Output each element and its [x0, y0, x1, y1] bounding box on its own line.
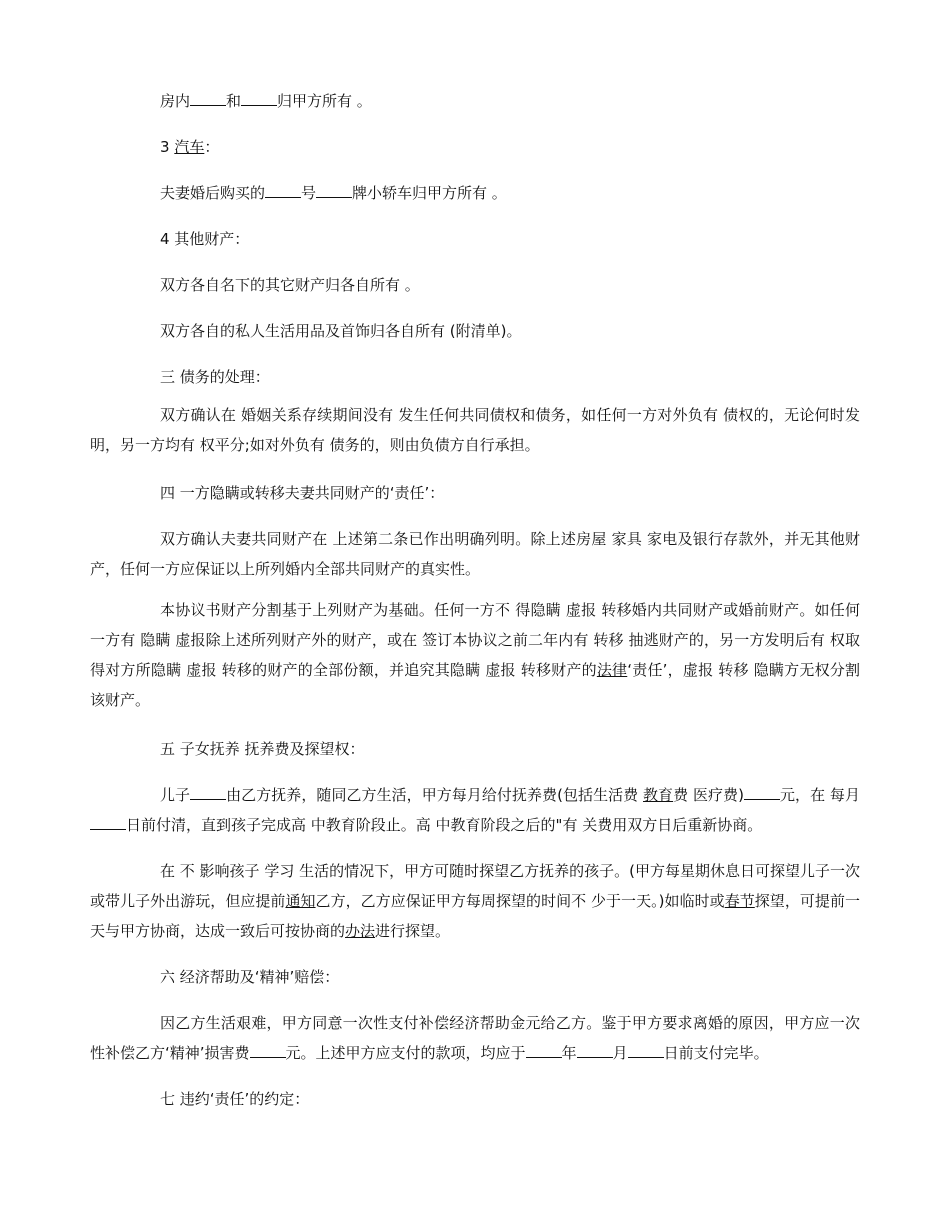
- text: 房内: [160, 92, 191, 110]
- text: 在 不 影响孩子 学习 生活的情况下，甲方可随时探望乙方抚养的孩子。(甲方每星期休息日可探望儿子一次或带儿子外出游玩，但应提前: [90, 862, 860, 910]
- blank-field: [526, 1041, 562, 1058]
- blank-field: [577, 1041, 613, 1058]
- text: 儿子: [160, 786, 191, 804]
- blank-field: [265, 181, 301, 198]
- blank-field: [250, 1041, 286, 1058]
- text: 日前付清，直到孩子完成高 中教育阶段止。高 中教育阶段之后的"有 关费用双方日后重新协商。: [126, 816, 763, 834]
- heading-concealment: 四 一方隐瞒或转移夫妻共同财产的‘责任’：: [160, 484, 445, 502]
- paragraph-house-items: [90, 86, 860, 116]
- link-notify[interactable]: 通知: [285, 892, 316, 910]
- blank-field: [744, 783, 780, 800]
- blank-field: [628, 1041, 664, 1058]
- text: 归甲方所有 。: [277, 92, 372, 110]
- paragraph-personal-items: 双方各自的私人生活用品及首饰归各自所有 (附清单)。: [160, 322, 522, 340]
- text: 费 医疗费): [673, 786, 744, 804]
- heading-economic-help: 六 经济帮助及‘精神’赔偿：: [160, 968, 340, 986]
- text: 日前支付完毕。: [663, 1044, 769, 1062]
- text: 进行探望。: [375, 922, 451, 940]
- heading-child-custody: 五 子女抚养 抚养费及探望权：: [160, 740, 365, 758]
- text: 本协议书财产分割基于上列财产为基础。任何一方不 得隐瞒 虚报 转移婚内共同财产或婚前财产。如任何一方有 隐瞒 虚报除上述所列财产外的财产，或在 签订本协议之前二年内有 转移 抽逃财产的，另一方发明后有 权取得对方所隐瞒 虚报 转移的财产的全部份额，并追究其隐瞒 虚报 转移财产的: [90, 601, 860, 679]
- text: 号: [301, 184, 317, 202]
- heading-breach-liability: 七 违约‘责任’的约定：: [160, 1090, 310, 1108]
- text: 夫妻婚后购买的: [160, 184, 266, 202]
- paragraph-visitation: [90, 856, 860, 946]
- paragraph-car: [90, 178, 860, 208]
- text: 元，在 每月: [779, 786, 860, 804]
- heading-car: [90, 132, 860, 162]
- paragraph-child-support: [90, 780, 860, 840]
- text: 和: [226, 92, 242, 110]
- text: 因乙方生活艰难，甲方同意一次性支付补偿经济帮助金元给乙方。鉴于甲方要求离婚的原因，甲方应一次性补偿乙方‘精神’损害费: [90, 1014, 860, 1062]
- text: 牌小轿车归甲方所有 。: [352, 184, 507, 202]
- text: 月: [612, 1044, 628, 1062]
- text: 探望，可提前一天与甲方协商，达成一致后可按协商的: [90, 892, 860, 940]
- link-law[interactable]: 法律: [596, 661, 628, 679]
- paragraph-property-division: [90, 595, 860, 715]
- paragraph-debts: 双方确认在 婚姻关系存续期间没有 发生任何共同债权和债务，如任何一方对外负有 债权的，无论何时发明，另一方均有 权平分;如对外负有 债务的，则由负债方自行承担。: [90, 406, 860, 454]
- text: 由乙方抚养，随同乙方生活，甲方每月给付抚养费(包括生活费: [226, 786, 644, 804]
- text: 3: [160, 138, 175, 156]
- heading-debts: 三 债务的处理：: [160, 368, 270, 386]
- link-education[interactable]: 教育: [643, 786, 674, 804]
- blank-field: [190, 89, 226, 106]
- paragraph-other-property: 双方各自名下的其它财产归各自所有 。: [160, 276, 420, 294]
- link-spring-festival[interactable]: 春节: [724, 892, 755, 910]
- text: ：: [204, 138, 220, 156]
- text: 元。上述甲方应支付的款项，均应于: [285, 1044, 526, 1062]
- heading-other-property: 4 其他财产：: [160, 230, 250, 248]
- paragraph-compensation: [90, 1008, 860, 1068]
- paragraph-joint-property: 双方确认夫妻共同财产在 上述第二条已作出明确列明。除上述房屋 家具 家电及银行存款外，并无其他财产，任何一方应保证以上所列婚内全部共同财产的真实性。: [90, 530, 860, 578]
- blank-field: [90, 813, 126, 830]
- text: 乙方，乙方应保证甲方每周探望的时间不 少于一天。)如临时或: [315, 892, 725, 910]
- text: ‘责任’，虚报 转移 隐瞒方无权分割该财产。: [90, 661, 860, 709]
- blank-field: [241, 89, 277, 106]
- blank-field: [190, 783, 226, 800]
- link-method[interactable]: 办法: [345, 922, 376, 940]
- text: 年: [561, 1044, 577, 1062]
- link-car[interactable]: 汽车: [174, 138, 205, 156]
- blank-field: [316, 181, 352, 198]
